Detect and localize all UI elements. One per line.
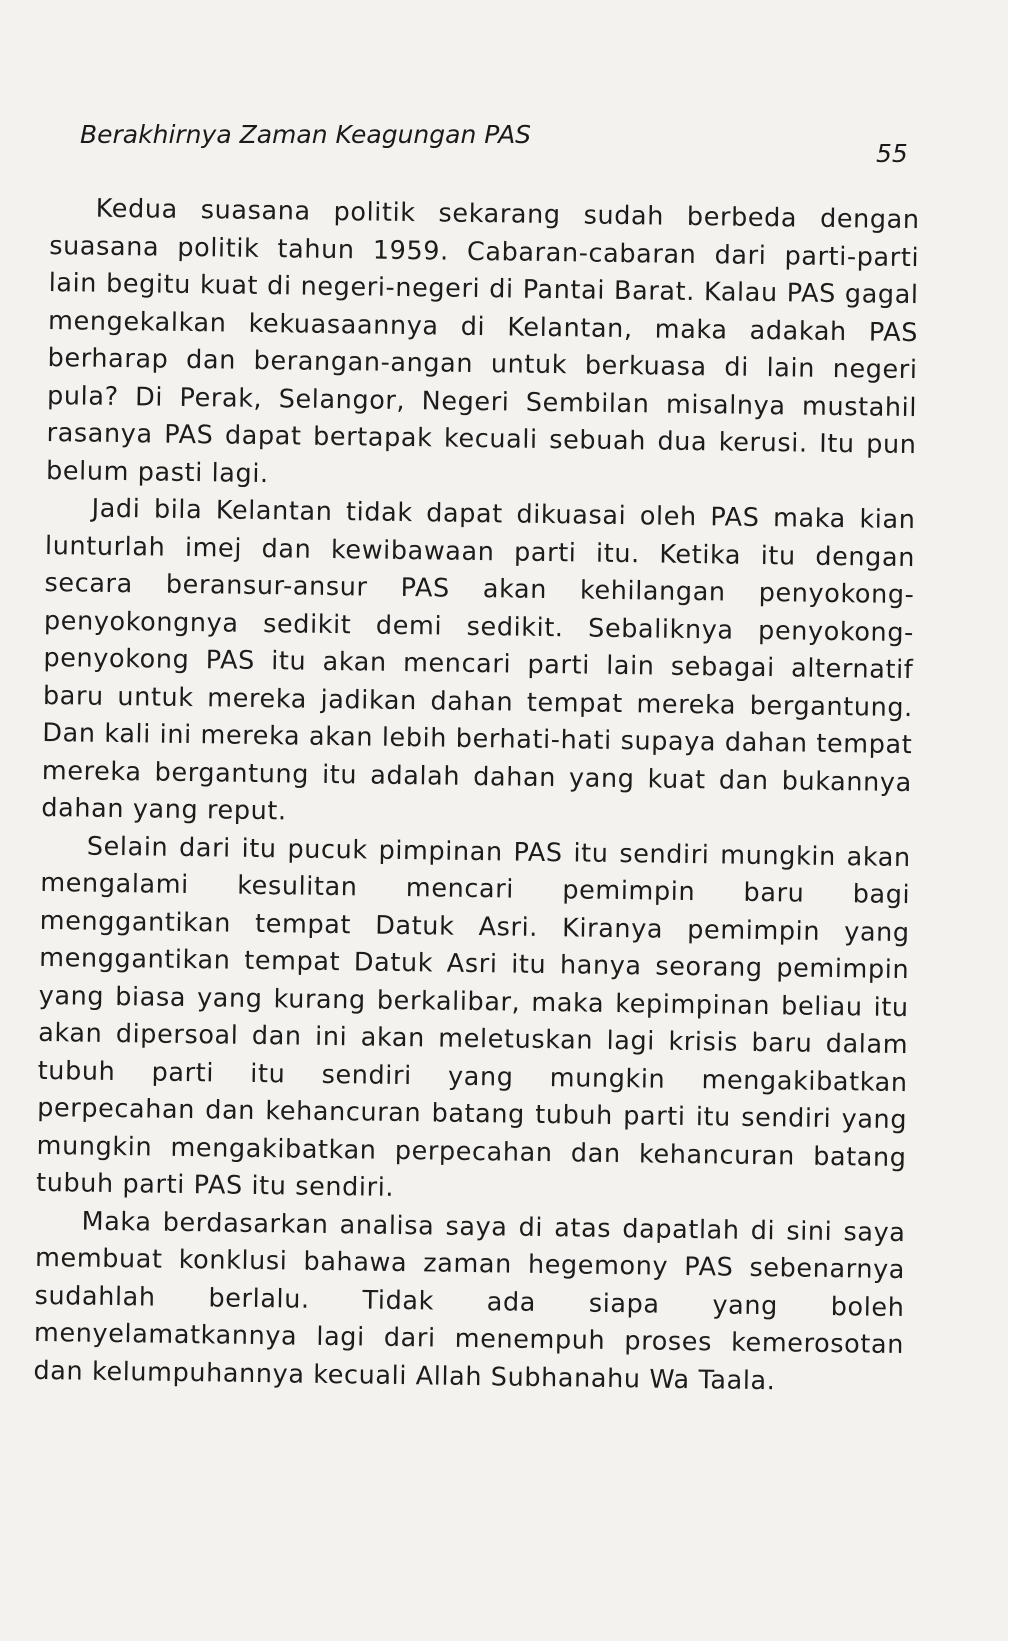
paragraph-3: Selain dari itu pucuk pimpinan PAS itu sendiri mungkin akan mengalami kesulitan mencari pemimpin baru bagi menggantikan tempat Datuk Asri. Kiranya pemimpin yang menggantikan tempat Datuk Asri itu hanya seorang pemimpin yang biasa yang kurang berkalibar, maka kepimpinan beliau itu akan dipersoal dan ini akan meletuskan lagi krisis baru dalam tubuh parti itu sendiri yang mungkin mengakibatkan perpecahan dan kehancuran batang tubuh parti itu sendiri yang mungkin mengakibatkan perpecahan dan kehancuran batang tubuh parti PAS itu sendiri. [35,831,911,1203]
running-header-title: Berakhirnya Zaman Keagungan PAS [80,120,532,149]
paragraph-1: Kedua suasana politik sekarang sudah berbeda dengan suasana politik tahun 1959. Cabaran-cabaran dari parti-parti lain begitu kuat di negeri-negeri di Pantai Barat. Kalau PAS gagal mengekalkan kekuasaannya di Kelantan, maka adakah PAS berharap dan berangan-angan untuk berkuasa di lain negeri pula? Di Perak, Selangor, Negeri Sembilan misalnya mustahil rasanya PAS dapat bertapak kecuali sebuah dua kerusi. Itu pun belum pasti lagi. [45,193,920,489]
page-number: 55 [876,139,908,168]
paragraph-2: Jadi bila Kelantan tidak dapat dikuasai oleh PAS maka kian lunturlah imej dan kewibawaan parti itu. Ketika itu dengan secara beransur-ansur PAS akan kehilangan penyokong-penyokongnya sedikit demi sedikit. Sebaliknya penyokong-penyokong PAS itu akan mencari parti lain sebagai alternatif baru untuk mereka jadikan dahan tempat mereka bergantung. Dan kali ini mereka akan lebih berhati-hati supaya dahan tempat mereka bergantung itu adalah dahan yang kuat dan bukannya dahan yang reput. [41,493,916,827]
body-text [33,190,920,1402]
paragraph-4: Maka berdasarkan analisa saya di atas dapatlah di sini saya membuat konklusi bahawa zaman hegemony PAS sebenarnya sudahlah berlalu. Tidak ada siapa yang boleh menyelamatkannya lagi dari menempuh proses kemerosotan dan kelumpuhannya kecuali Allah Subhanahu Wa Taala. [33,1206,906,1396]
